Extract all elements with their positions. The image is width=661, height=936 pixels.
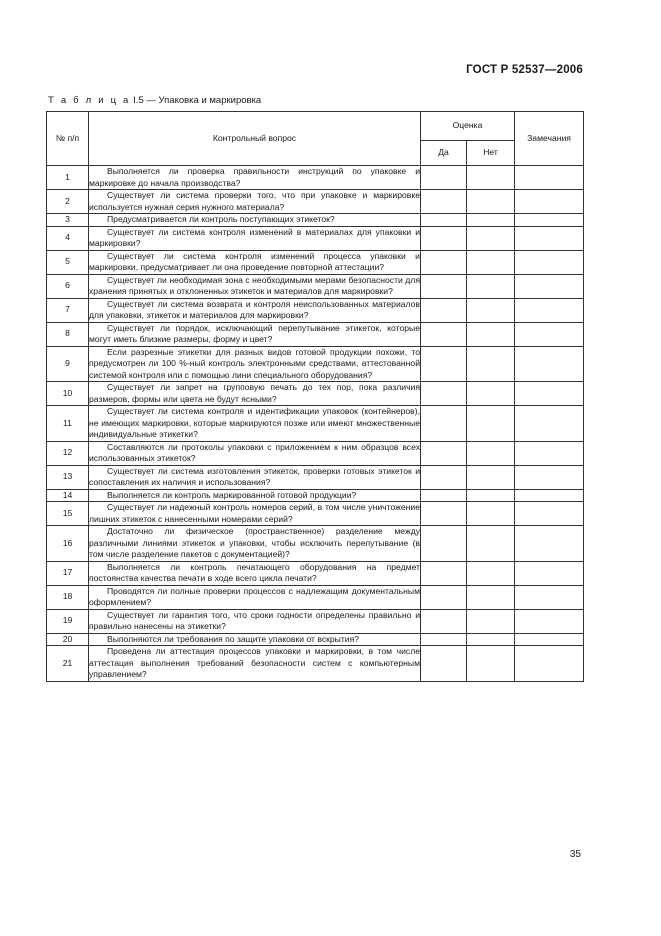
row-number: 3 <box>47 214 89 227</box>
table-row <box>47 250 584 274</box>
table-caption-label: Т а б л и ц а <box>48 95 131 106</box>
row-question: Существует ли система контроля изменений процесса упаковки и маркировки, предусматривает ли она проведение повторной аттестации? <box>89 250 420 272</box>
yes-cell <box>421 226 467 250</box>
remarks-cell <box>515 609 584 633</box>
table-row <box>47 502 584 526</box>
table-row <box>47 406 584 442</box>
remarks-cell <box>515 633 584 646</box>
remarks-cell <box>515 502 584 526</box>
column-header-yes: Да <box>421 141 467 166</box>
yes-cell <box>421 465 467 489</box>
yes-cell <box>421 214 467 227</box>
no-cell <box>467 226 515 250</box>
remarks-cell <box>515 346 584 382</box>
yes-cell <box>421 274 467 298</box>
row-question: Если разрезные этикетки для разных видов готовой продукции похожи, то предусмотрен ли 100 %-ный контроль электронными средствами, аттестованной системой контроля или с помощью лини специального оборудования? <box>89 346 420 380</box>
row-question: Существует ли необходимая зона с необходимыми мерами безопасности для хранения принятых и отклоненных этикеток и материалов для маркировки? <box>89 274 420 296</box>
no-cell <box>467 465 515 489</box>
row-number: 18 <box>47 585 89 609</box>
row-number: 5 <box>47 250 89 274</box>
remarks-cell <box>515 190 584 214</box>
document-code: ГОСТ Р 52537—2006 <box>466 64 583 76</box>
row-question: Существует ли система возврата и контроля неиспользованных материалов для упаковки, этикеток и материалов для маркировки? <box>89 298 420 320</box>
table-caption-text: I.5 — Упаковка и маркировка <box>133 95 262 106</box>
row-number: 4 <box>47 226 89 250</box>
row-question: Существует ли запрет на групповую печать до тех пор, пока различия размеров, формы или цвета не будут ясными? <box>89 382 420 404</box>
row-question: Существует ли система проверки того, что при упаковке и маркировке используется нужная серия нужного материала? <box>89 190 420 212</box>
remarks-cell <box>515 274 584 298</box>
row-question: Выполняется ли проверка правильности инструкций по упаковке и маркировке до начала производства? <box>89 166 420 188</box>
no-cell <box>467 382 515 406</box>
table-row <box>47 274 584 298</box>
yes-cell <box>421 382 467 406</box>
table-row <box>47 298 584 322</box>
checklist-table <box>46 111 584 682</box>
remarks-cell <box>515 226 584 250</box>
row-question: Существует ли гарантия того, что сроки годности определены правильно и правильно нанесены на этикетки? <box>89 609 420 631</box>
no-cell <box>467 166 515 190</box>
no-cell <box>467 526 515 562</box>
row-number: 19 <box>47 609 89 633</box>
column-header-remarks: Замечания <box>515 112 584 166</box>
yes-cell <box>421 441 467 465</box>
no-cell <box>467 609 515 633</box>
remarks-cell <box>515 646 584 682</box>
yes-cell <box>421 526 467 562</box>
yes-cell <box>421 502 467 526</box>
row-question: Выполняется ли контроль маркированной готовой продукции? <box>89 489 421 502</box>
row-number: 14 <box>47 489 89 502</box>
table-row <box>47 166 584 190</box>
no-cell <box>467 489 515 502</box>
yes-cell <box>421 609 467 633</box>
table-row <box>47 465 584 489</box>
no-cell <box>467 441 515 465</box>
row-number: 20 <box>47 633 89 646</box>
column-header-no: Нет <box>467 141 515 166</box>
no-cell <box>467 561 515 585</box>
table-row <box>47 441 584 465</box>
no-cell <box>467 646 515 682</box>
no-cell <box>467 406 515 442</box>
row-number: 2 <box>47 190 89 214</box>
table-row <box>47 226 584 250</box>
no-cell <box>467 633 515 646</box>
table-caption <box>48 95 261 106</box>
remarks-cell <box>515 561 584 585</box>
row-question: Выполняется ли контроль печатающего оборудования на предмет постоянства качества печати в ходе всего цикла печати? <box>89 561 420 583</box>
row-question: Проводятся ли полные проверки процессов с надлежащим документальным оформлением? <box>89 585 420 607</box>
row-number: 21 <box>47 646 89 682</box>
column-header-num: № п/п <box>47 112 89 166</box>
row-number: 9 <box>47 346 89 382</box>
table-row <box>47 633 584 646</box>
table-row <box>47 190 584 214</box>
row-question: Составляются ли протоколы упаковки с приложением к ним образцов всех использованных этикеток? <box>89 441 420 463</box>
row-number: 1 <box>47 166 89 190</box>
remarks-cell <box>515 214 584 227</box>
yes-cell <box>421 406 467 442</box>
remarks-cell <box>515 465 584 489</box>
row-number: 15 <box>47 502 89 526</box>
yes-cell <box>421 646 467 682</box>
remarks-cell <box>515 382 584 406</box>
yes-cell <box>421 298 467 322</box>
row-question: Проведена ли аттестация процессов упаковки и маркировки, в том числе аттестация выполнения требований безопасности систем с компьютерным управлением? <box>89 646 420 679</box>
remarks-cell <box>515 489 584 502</box>
yes-cell <box>421 585 467 609</box>
no-cell <box>467 190 515 214</box>
row-question: Выполняются ли требования по защите упаковки от вскрытия? <box>89 633 421 646</box>
row-question: Существует ли система изготовления этикеток, проверки готовых этикеток и сопоставления их наличия и использования? <box>89 465 420 487</box>
row-question: Существует ли система контроля изменений в материалах для упаковки и маркировки? <box>89 226 420 248</box>
remarks-cell <box>515 526 584 562</box>
page-number: 35 <box>569 849 581 860</box>
no-cell <box>467 250 515 274</box>
table-row <box>47 382 584 406</box>
row-question: Существует ли система контроля и идентификации упаковок (контейнеров), не имеющих маркировки, которые маркируются позже или имеют множественные индивидуальные этикетки? <box>89 406 420 439</box>
row-number: 6 <box>47 274 89 298</box>
yes-cell <box>421 166 467 190</box>
table-row <box>47 561 584 585</box>
table-row <box>47 489 584 502</box>
row-question: Достаточно ли физическое (пространственное) разделение между различными линиями этикеток и упаковки, чтобы исключить перепутывание (в том числе разделение пакетов с документацией)? <box>89 526 420 559</box>
no-cell <box>467 585 515 609</box>
table-row <box>47 609 584 633</box>
yes-cell <box>421 561 467 585</box>
no-cell <box>467 322 515 346</box>
remarks-cell <box>515 298 584 322</box>
table-row <box>47 214 584 227</box>
no-cell <box>467 502 515 526</box>
yes-cell <box>421 190 467 214</box>
row-question: Предусматривается ли контроль поступающих этикеток? <box>89 214 421 227</box>
row-number: 11 <box>47 406 89 442</box>
yes-cell <box>421 346 467 382</box>
row-question: Существует ли порядок, исключающий перепутывание этикеток, которые могут иметь близкие размеры, форму и цвет? <box>89 322 420 344</box>
yes-cell <box>421 489 467 502</box>
table-row <box>47 346 584 382</box>
row-number: 13 <box>47 465 89 489</box>
column-header-question: Контрольный вопрос <box>89 112 421 166</box>
row-number: 7 <box>47 298 89 322</box>
row-number: 12 <box>47 441 89 465</box>
table-row <box>47 322 584 346</box>
remarks-cell <box>515 406 584 442</box>
remarks-cell <box>515 322 584 346</box>
row-number: 8 <box>47 322 89 346</box>
row-question: Существует ли надежный контроль номеров серий, в том числе уничтожение лишних этикеток с нанесенными номерами серий? <box>89 502 420 524</box>
row-number: 17 <box>47 561 89 585</box>
table-row <box>47 526 584 562</box>
column-header-rating: Оценка <box>421 112 515 141</box>
remarks-cell <box>515 166 584 190</box>
yes-cell <box>421 250 467 274</box>
no-cell <box>467 274 515 298</box>
row-number: 16 <box>47 526 89 562</box>
remarks-cell <box>515 441 584 465</box>
no-cell <box>467 298 515 322</box>
row-number: 10 <box>47 382 89 406</box>
remarks-cell <box>515 250 584 274</box>
no-cell <box>467 214 515 227</box>
table-row <box>47 585 584 609</box>
no-cell <box>467 346 515 382</box>
remarks-cell <box>515 585 584 609</box>
yes-cell <box>421 633 467 646</box>
table-row <box>47 646 584 682</box>
yes-cell <box>421 322 467 346</box>
